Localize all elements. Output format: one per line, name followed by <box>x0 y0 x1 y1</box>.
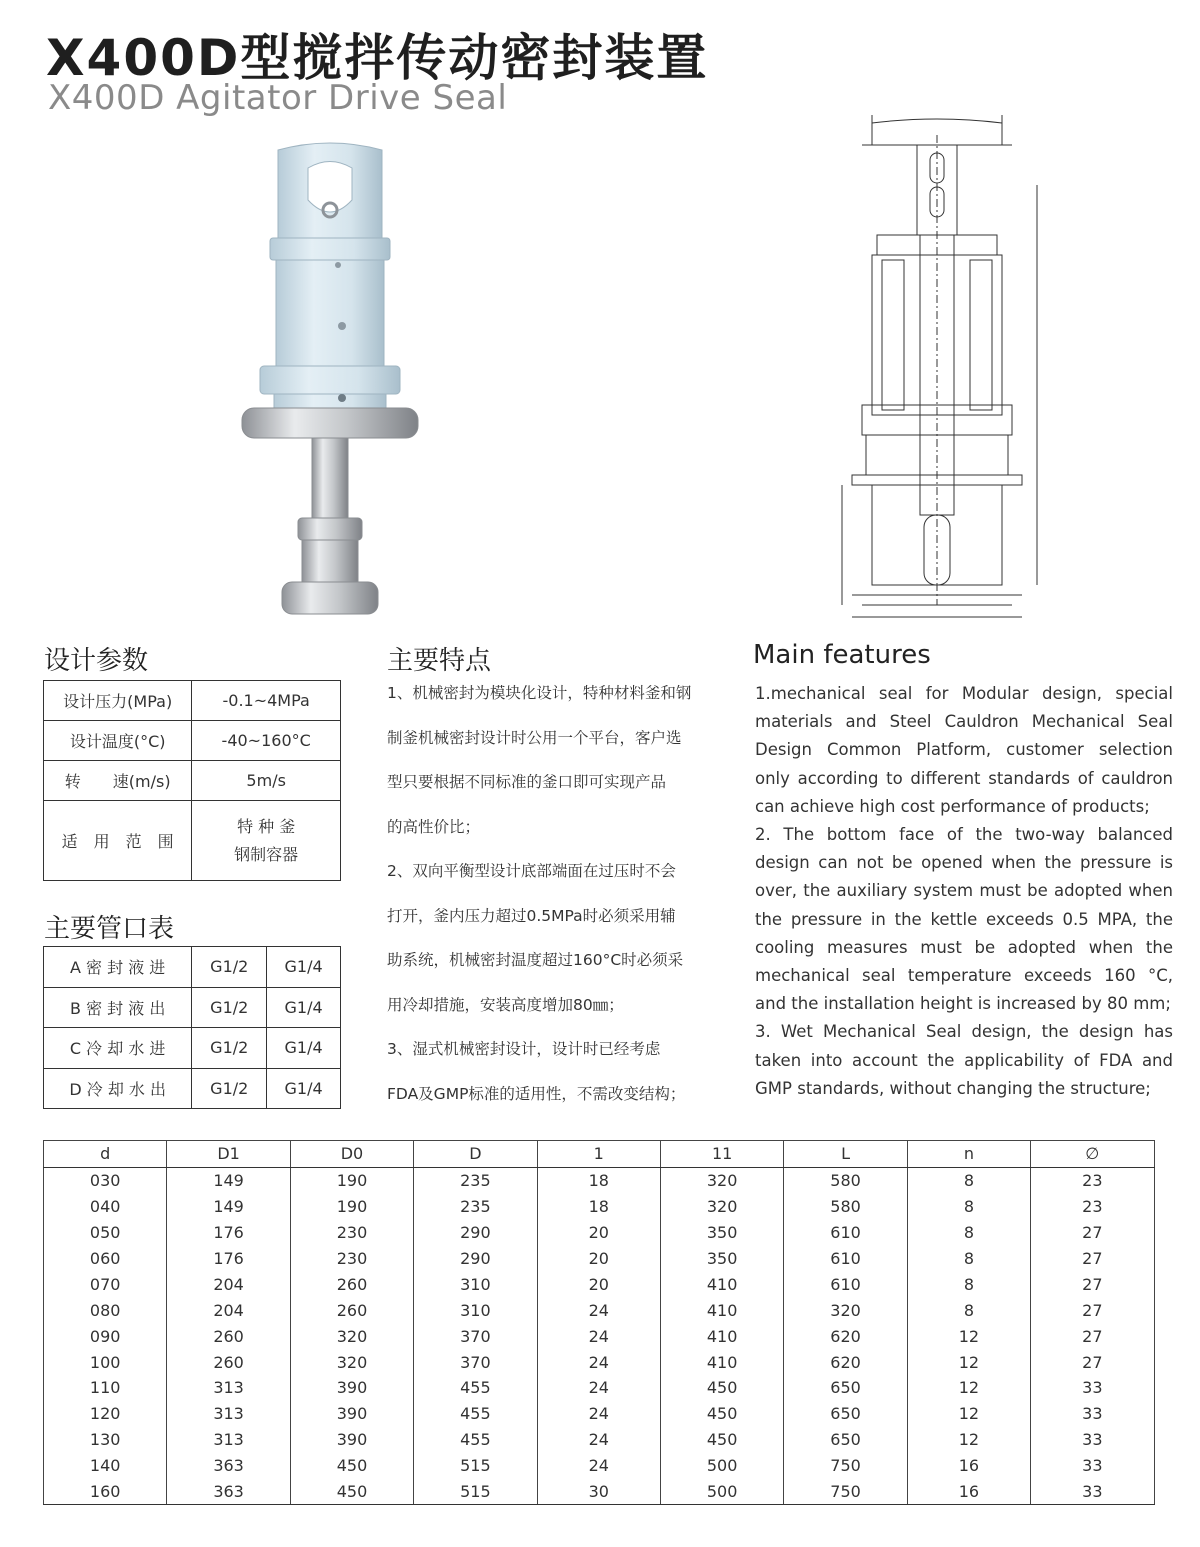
param-value: -40~160°C <box>192 721 341 761</box>
table-cell: 363 <box>167 1453 290 1479</box>
features-en-paragraph: 1.mechanical seal for Modular design, special materials and Steel Cauldron Mechanical Seal Design Common Platform, customer selection only according to different standards of cauldron can achieve high cost performance of products; <box>755 684 1173 816</box>
table-cell: 190 <box>290 1194 413 1220</box>
param-value: -0.1~4MPa <box>192 681 341 721</box>
table-cell: 090 <box>44 1323 167 1349</box>
table-cell: 750 <box>784 1453 907 1479</box>
page-subtitle: X400D Agitator Drive Seal <box>48 78 508 118</box>
table-cell: 450 <box>290 1479 413 1505</box>
table-cell: 12 <box>907 1349 1030 1375</box>
port-label: B 密 封 液 出 <box>44 987 192 1028</box>
table-cell: 290 <box>414 1246 537 1272</box>
column-header: 1 <box>537 1141 660 1168</box>
table-cell: 390 <box>290 1375 413 1401</box>
param-label: 设计压力(MPa) <box>44 681 192 721</box>
table-row <box>44 947 341 988</box>
table-cell: 149 <box>167 1167 290 1193</box>
table-cell: 610 <box>784 1246 907 1272</box>
port-size: G1/2 <box>192 1068 267 1109</box>
table-cell: 190 <box>290 1167 413 1193</box>
table-cell: 149 <box>167 1194 290 1220</box>
table-cell: 290 <box>414 1220 537 1246</box>
table-cell: 24 <box>537 1375 660 1401</box>
table-cell: 110 <box>44 1375 167 1401</box>
features-cn-text <box>387 671 722 1116</box>
table-cell: 24 <box>537 1297 660 1323</box>
table-cell: 515 <box>414 1479 537 1505</box>
table-cell: 33 <box>1031 1427 1154 1453</box>
table-cell: 176 <box>167 1220 290 1246</box>
table-cell: 450 <box>660 1427 783 1453</box>
features-en-paragraph: 3. Wet Mechanical Seal design, the design has taken into account the applicability of FDA and GMP standards, without changing the structure; <box>755 1022 1173 1098</box>
table-cell: 23 <box>1031 1194 1154 1220</box>
column-header: D <box>414 1141 537 1168</box>
table-cell: 750 <box>784 1479 907 1505</box>
table-row <box>44 1167 1155 1193</box>
table-cell: 18 <box>537 1194 660 1220</box>
column-header: n <box>907 1141 1030 1168</box>
table-cell: 24 <box>537 1323 660 1349</box>
design-params-heading: 设计参数 <box>44 646 149 676</box>
table-cell: 8 <box>907 1194 1030 1220</box>
features-cn-line: 打开，釜内压力超过0.5MPa时必须采用辅 <box>387 906 676 925</box>
table-cell: 320 <box>660 1167 783 1193</box>
table-cell: 650 <box>784 1401 907 1427</box>
table-row <box>44 987 341 1028</box>
port-size: G1/4 <box>267 947 341 988</box>
table-cell: 080 <box>44 1297 167 1323</box>
param-value-line: 钢制容器 <box>234 844 299 864</box>
table-cell: 16 <box>907 1479 1030 1505</box>
table-row <box>44 1479 1155 1505</box>
table-cell: 100 <box>44 1349 167 1375</box>
table-cell: 24 <box>537 1349 660 1375</box>
table-row <box>44 1375 1155 1401</box>
port-size: G1/4 <box>267 1028 341 1069</box>
table-cell: 12 <box>907 1375 1030 1401</box>
table-cell: 27 <box>1031 1271 1154 1297</box>
table-cell: 610 <box>784 1271 907 1297</box>
table-cell: 040 <box>44 1194 167 1220</box>
table-cell: 33 <box>1031 1453 1154 1479</box>
table-cell: 363 <box>167 1479 290 1505</box>
column-header: L <box>784 1141 907 1168</box>
param-label: 适 用 范 围 <box>44 801 192 881</box>
table-cell: 8 <box>907 1297 1030 1323</box>
table-cell: 313 <box>167 1427 290 1453</box>
port-label: D 冷 却 水 出 <box>44 1068 192 1109</box>
table-cell: 260 <box>290 1271 413 1297</box>
table-cell: 204 <box>167 1271 290 1297</box>
features-cn-line: FDA及GMP标准的适用性，不需改变结构； <box>387 1084 686 1103</box>
table-row <box>44 1349 1155 1375</box>
table-row <box>44 801 341 881</box>
column-header: D1 <box>167 1141 290 1168</box>
table-row <box>44 1246 1155 1272</box>
port-label: A 密 封 液 进 <box>44 947 192 988</box>
param-label: 转 速(m/s) <box>44 761 192 801</box>
ports-table <box>43 946 341 1109</box>
table-cell: 204 <box>167 1297 290 1323</box>
table-cell: 620 <box>784 1349 907 1375</box>
table-cell: 320 <box>290 1349 413 1375</box>
table-cell: 140 <box>44 1453 167 1479</box>
table-row <box>44 721 341 761</box>
features-en-text <box>755 680 1173 1103</box>
table-cell: 20 <box>537 1271 660 1297</box>
column-header: d <box>44 1141 167 1168</box>
port-size: G1/2 <box>192 987 267 1028</box>
table-cell: 320 <box>660 1194 783 1220</box>
param-value: 5m/s <box>192 761 341 801</box>
table-cell: 350 <box>660 1220 783 1246</box>
features-en-heading: Main features <box>753 640 931 670</box>
table-row <box>44 681 341 721</box>
table-cell: 390 <box>290 1401 413 1427</box>
product-photo <box>230 140 430 620</box>
table-cell: 450 <box>660 1401 783 1427</box>
table-cell: 410 <box>660 1349 783 1375</box>
table-cell: 030 <box>44 1167 167 1193</box>
table-cell: 33 <box>1031 1479 1154 1505</box>
features-en-paragraph: 2. The bottom face of the two-way balanced design can not be opened when the pressure is over, the auxiliary system must be adopted when the pressure in the kettle exceeds 0.5 MPA, the cooling measures must be adopted when the mechanical seal temperature exceeds 160 °C, and the installation height is increased by 80 mm; <box>755 825 1173 1014</box>
table-cell: 27 <box>1031 1246 1154 1272</box>
table-cell: 350 <box>660 1246 783 1272</box>
table-cell: 455 <box>414 1375 537 1401</box>
column-header: D0 <box>290 1141 413 1168</box>
param-value-line: 特 种 釜 <box>237 816 296 836</box>
table-cell: 313 <box>167 1401 290 1427</box>
features-cn-line: 制釜机械密封设计时公用一个平台，客户选 <box>387 728 682 747</box>
table-cell: 060 <box>44 1246 167 1272</box>
features-cn-heading: 主要特点 <box>387 646 492 676</box>
table-cell: 27 <box>1031 1323 1154 1349</box>
table-cell: 610 <box>784 1220 907 1246</box>
technical-drawing <box>822 105 1052 625</box>
table-row <box>44 1028 341 1069</box>
table-cell: 16 <box>907 1453 1030 1479</box>
table-cell: 620 <box>784 1323 907 1349</box>
table-cell: 120 <box>44 1401 167 1427</box>
page-title: X400D型搅拌传动密封装置 <box>46 29 709 87</box>
table-cell: 500 <box>660 1479 783 1505</box>
port-label: C 冷 却 水 进 <box>44 1028 192 1069</box>
table-cell: 20 <box>537 1246 660 1272</box>
table-row <box>44 1323 1155 1349</box>
table-cell: 8 <box>907 1167 1030 1193</box>
table-cell: 24 <box>537 1427 660 1453</box>
table-cell: 455 <box>414 1427 537 1453</box>
table-cell: 455 <box>414 1401 537 1427</box>
port-size: G1/4 <box>267 987 341 1028</box>
table-cell: 500 <box>660 1453 783 1479</box>
table-cell: 070 <box>44 1271 167 1297</box>
table-cell: 12 <box>907 1323 1030 1349</box>
table-cell: 176 <box>167 1246 290 1272</box>
table-cell: 410 <box>660 1271 783 1297</box>
table-cell: 18 <box>537 1167 660 1193</box>
table-cell: 310 <box>414 1271 537 1297</box>
table-cell: 8 <box>907 1220 1030 1246</box>
table-cell: 27 <box>1031 1349 1154 1375</box>
param-label: 设计温度(°C) <box>44 721 192 761</box>
features-cn-line: 3、湿式机械密封设计，设计时已经考虑 <box>387 1040 661 1058</box>
table-cell: 310 <box>414 1297 537 1323</box>
table-cell: 410 <box>660 1323 783 1349</box>
features-cn-line: 2、双向平衡型设计底部端面在过压时不会 <box>387 862 676 880</box>
table-cell: 33 <box>1031 1401 1154 1427</box>
table-cell: 320 <box>290 1323 413 1349</box>
table-cell: 33 <box>1031 1375 1154 1401</box>
table-cell: 160 <box>44 1479 167 1505</box>
table-cell: 12 <box>907 1401 1030 1427</box>
table-cell: 130 <box>44 1427 167 1453</box>
features-cn-line: 助系统，机械密封温度超过160°C时必须采 <box>387 951 684 969</box>
features-cn-line: 的高性价比； <box>387 817 481 836</box>
ports-heading: 主要管口表 <box>44 914 175 944</box>
features-cn-line: 用冷却措施，安装高度增加80㎜； <box>387 995 624 1014</box>
table-cell: 450 <box>660 1375 783 1401</box>
table-row <box>44 1271 1155 1297</box>
table-cell: 515 <box>414 1453 537 1479</box>
table-cell: 27 <box>1031 1220 1154 1246</box>
table-cell: 450 <box>290 1453 413 1479</box>
table-cell: 370 <box>414 1323 537 1349</box>
table-row <box>44 1401 1155 1427</box>
table-cell: 650 <box>784 1375 907 1401</box>
port-size: G1/2 <box>192 947 267 988</box>
table-cell: 235 <box>414 1167 537 1193</box>
port-size: G1/4 <box>267 1068 341 1109</box>
table-cell: 370 <box>414 1349 537 1375</box>
table-cell: 260 <box>167 1349 290 1375</box>
table-row <box>44 1427 1155 1453</box>
table-cell: 320 <box>784 1297 907 1323</box>
table-cell: 23 <box>1031 1167 1154 1193</box>
table-cell: 12 <box>907 1427 1030 1453</box>
table-cell: 260 <box>167 1323 290 1349</box>
table-row <box>44 1068 341 1109</box>
table-cell: 313 <box>167 1375 290 1401</box>
table-cell: 235 <box>414 1194 537 1220</box>
table-cell: 410 <box>660 1297 783 1323</box>
table-cell: 8 <box>907 1271 1030 1297</box>
design-params-table <box>43 680 341 881</box>
features-cn-line: 型只要根据不同标准的釜口即可实现产品 <box>387 773 667 791</box>
dimensions-table <box>43 1140 1155 1505</box>
table-row <box>44 761 341 801</box>
table-row <box>44 1297 1155 1323</box>
table-cell: 260 <box>290 1297 413 1323</box>
table-cell: 230 <box>290 1220 413 1246</box>
table-row <box>44 1194 1155 1220</box>
table-cell: 230 <box>290 1246 413 1272</box>
table-cell: 580 <box>784 1194 907 1220</box>
port-size: G1/2 <box>192 1028 267 1069</box>
table-cell: 24 <box>537 1453 660 1479</box>
table-cell: 390 <box>290 1427 413 1453</box>
features-cn-line: 1、机械密封为模块化设计，特种材料釜和钢 <box>387 684 692 702</box>
table-row <box>44 1220 1155 1246</box>
param-value <box>192 801 341 881</box>
table-cell: 27 <box>1031 1297 1154 1323</box>
column-header: 11 <box>660 1141 783 1168</box>
table-row <box>44 1453 1155 1479</box>
column-header: ∅ <box>1031 1141 1154 1168</box>
table-cell: 30 <box>537 1479 660 1505</box>
table-cell: 20 <box>537 1220 660 1246</box>
table-cell: 24 <box>537 1401 660 1427</box>
table-header-row <box>44 1141 1155 1168</box>
table-cell: 8 <box>907 1246 1030 1272</box>
table-cell: 650 <box>784 1427 907 1453</box>
table-cell: 580 <box>784 1167 907 1193</box>
table-cell: 050 <box>44 1220 167 1246</box>
